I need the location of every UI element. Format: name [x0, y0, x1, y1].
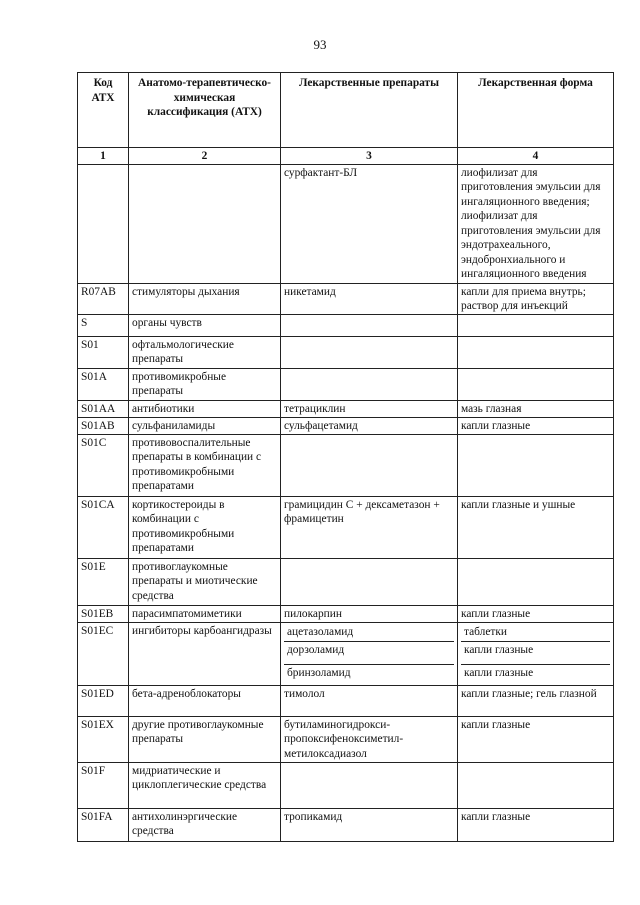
table-row: [78, 283, 614, 314]
drug-cell: сульфацетамид: [281, 417, 458, 434]
drug-cell: бутиламиногидрокси-пропоксифеноксиметил-метилоксадиазол: [281, 716, 458, 762]
classification-cell: стимуляторы дыхания: [129, 283, 281, 314]
dosage-form-cell: капли глазные; гель глазной: [458, 685, 614, 716]
atx-table: [77, 72, 614, 842]
dosage-form-cell: капли глазные: [458, 417, 614, 434]
table-row: [78, 164, 614, 283]
column-number: 1: [78, 148, 129, 165]
atx-code-cell: S01F: [78, 762, 129, 808]
drug-cell: тропикамид: [281, 808, 458, 841]
classification-cell: ингибиторы карбоангидразы: [129, 622, 281, 685]
atx-code-cell: S01AB: [78, 417, 129, 434]
header-form: Лекарственная форма: [458, 73, 614, 148]
table-row: [78, 496, 614, 558]
form-entry: капли глазные: [461, 664, 610, 685]
drug-entry: дорзоламид: [284, 641, 454, 664]
classification-cell: противомикробные препараты: [129, 368, 281, 400]
table-row: [78, 605, 614, 622]
dosage-form-cell: [458, 558, 614, 605]
table-row: [78, 314, 614, 336]
classification-cell: бета-адреноблокаторы: [129, 685, 281, 716]
form-entry: капли глазные: [461, 641, 610, 664]
classification-cell: сульфаниламиды: [129, 417, 281, 434]
dosage-form-cell: [458, 762, 614, 808]
classification-cell: парасимпатомиметики: [129, 605, 281, 622]
atx-code-cell: S01CA: [78, 496, 129, 558]
table-row: [78, 434, 614, 496]
drug-cell: [281, 762, 458, 808]
table-row: [78, 558, 614, 605]
drug-cell: [281, 368, 458, 400]
table-row: [78, 622, 614, 685]
drug-cell: тетрациклин: [281, 400, 458, 417]
dosage-form-cell: мазь глазная: [458, 400, 614, 417]
header-drugs: Лекарственные препараты: [281, 73, 458, 148]
column-number: 2: [129, 148, 281, 165]
dosage-form-cell: капли глазные: [458, 605, 614, 622]
classification-cell: антибиотики: [129, 400, 281, 417]
atx-code-cell: S01A: [78, 368, 129, 400]
atx-code-cell: S01AA: [78, 400, 129, 417]
form-cell-group: [458, 622, 614, 685]
drug-entry: бринзоламид: [284, 664, 454, 685]
dosage-form-cell: лиофилизат для приготовления эмульсии для ингаляционного введения; лиофилизат для приготовления эмульсии для эндотрахеального, эндобронхиального и ингаляционного введения: [458, 164, 614, 283]
column-number-row: [78, 148, 614, 165]
drug-cell: [281, 434, 458, 496]
atx-code-cell: S01: [78, 336, 129, 368]
drug-cell: [281, 336, 458, 368]
drug-entry: ацетазоламид: [287, 625, 354, 638]
table-row: [78, 336, 614, 368]
atx-code-cell: S01EX: [78, 716, 129, 762]
classification-cell: антихолинэргические средства: [129, 808, 281, 841]
atx-code-cell: S01E: [78, 558, 129, 605]
column-number: 3: [281, 148, 458, 165]
header-classification: Анатомо-терапевтическо-химическая классификация (АТХ): [129, 73, 281, 148]
dosage-form-cell: [458, 434, 614, 496]
drug-cell-group: [281, 622, 458, 685]
dosage-form-cell: капли глазные: [458, 808, 614, 841]
atx-code-cell: S01EC: [78, 622, 129, 685]
dosage-form-cell: [458, 314, 614, 336]
header-row: [78, 73, 614, 148]
classification-cell: органы чувств: [129, 314, 281, 336]
drug-cell: грамицидин С + дексаметазон + фрамицетин: [281, 496, 458, 558]
header-code: Код АТХ: [78, 73, 129, 148]
drug-cell: сурфактант-БЛ: [281, 164, 458, 283]
dosage-form-cell: капли глазные и ушные: [458, 496, 614, 558]
table-row: [78, 685, 614, 716]
table-row: [78, 417, 614, 434]
atx-code-cell: S: [78, 314, 129, 336]
classification-cell: кортикостероиды в комбинации с противомикробными препаратами: [129, 496, 281, 558]
dosage-form-cell: [458, 336, 614, 368]
classification-cell: офтальмологические препараты: [129, 336, 281, 368]
atx-code-cell: S01ED: [78, 685, 129, 716]
classification-cell: противовоспалительные препараты в комбинации с противомикробными препаратами: [129, 434, 281, 496]
classification-cell: другие противоглаукомные препараты: [129, 716, 281, 762]
drug-cell: никетамид: [281, 283, 458, 314]
drug-cell: [281, 558, 458, 605]
table-row: [78, 716, 614, 762]
classification-cell: противоглаукомные препараты и миотические средства: [129, 558, 281, 605]
table-row: [78, 368, 614, 400]
drug-cell: [281, 314, 458, 336]
classification-cell: [129, 164, 281, 283]
drug-cell: тимолол: [281, 685, 458, 716]
atx-code-cell: S01FA: [78, 808, 129, 841]
form-entry: таблетки: [464, 625, 508, 638]
atx-code-cell: S01EB: [78, 605, 129, 622]
dosage-form-cell: [458, 368, 614, 400]
table-row: [78, 762, 614, 808]
atx-code-cell: [78, 164, 129, 283]
table-row: [78, 400, 614, 417]
dosage-form-cell: капли для приема внутрь; раствор для инъекций: [458, 283, 614, 314]
dosage-form-cell: капли глазные: [458, 716, 614, 762]
atx-code-cell: S01C: [78, 434, 129, 496]
classification-cell: мидриатические и циклоплегические средства: [129, 762, 281, 808]
drug-cell: пилокарпин: [281, 605, 458, 622]
column-number: 4: [458, 148, 614, 165]
page-number: 93: [313, 37, 327, 52]
table-row: [78, 808, 614, 841]
atx-code-cell: R07AB: [78, 283, 129, 314]
